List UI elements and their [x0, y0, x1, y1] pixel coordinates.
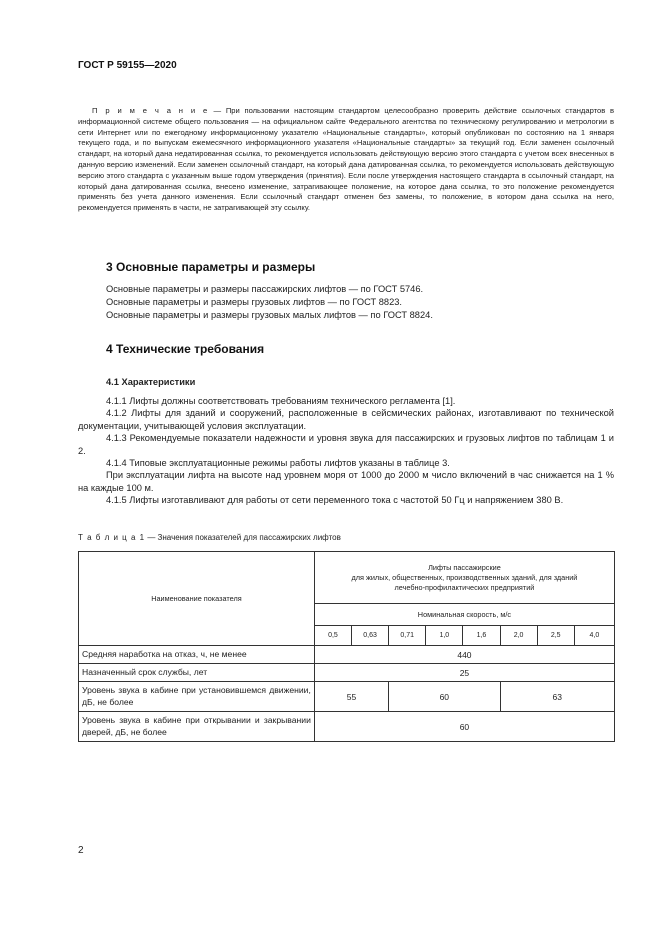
speed-cell: 1,0 [426, 626, 463, 646]
table-caption [78, 533, 341, 542]
group-header-line: лечебно-профилактических предприятий [394, 582, 535, 592]
paragraph: 4.1.5 Лифты изготавливают для работы от сети переменного тока с частотой 50 Гц и напряжением 380 В. [106, 495, 564, 506]
row-value: 60 [314, 712, 614, 742]
speed-cell: 0,63 [352, 626, 389, 646]
reference-note [78, 106, 614, 214]
page-number: 2 [78, 845, 84, 856]
section-4-title: 4 Технические требования [106, 342, 265, 356]
speed-cell: 1,6 [463, 626, 500, 646]
speed-header: Номинальная скорость, м/с [314, 604, 614, 626]
table-1 [78, 551, 615, 742]
row-value: 55 [314, 682, 388, 712]
paragraph: 4.1.1 Лифты должны соответствовать требованиям технического регламента [1]. [106, 396, 456, 406]
row-value: 25 [314, 664, 614, 682]
note-text: — При пользовании настоящим стандартом целесообразно проверить действие ссылочных стандартов в информационной системе общего пользования — на официальном сайте Федерального агентства по техническому регулированию и метрологии в сети Интернет или по ежегодному информационному указателю «Национальные стандарты», который опубликован по состоянию на 1 января текущего года, и по выпускам ежемесячного информационного указателя «Национальные стандарты» за текущий год. Если заменен ссылочный стандарт, на который дана недатированная ссылка, то рекомендуется использовать действующую версию этого стандарта с учетом всех внесенных в данную версию изменений. Если заменен ссылочный стандарт, на который дана датированная ссылка, то рекомендуется использовать действующую версию этого стандарта с указанным выше годом утверждения (принятия). Если после утверждения настоящего стандарта в ссылочный стандарт, на который дана датированная ссылка, внесено изменение, затрагивающее положение, на которое дана ссылка, то это положение рекомендуется применять без учета данного изменения. Если ссылочный стандарт отменен без замены, то положение, в котором дана ссылка на него, рекомендуется применять в части, не затрагивающей эту ссылку. [78, 106, 614, 213]
group-header-line: для жилых, общественных, производственных зданий, для зданий [351, 572, 578, 582]
section-3-line: Основные параметры и размеры грузовых малых лифтов — по ГОСТ 8824. [106, 310, 433, 321]
paragraph: 4.1.4 Типовые эксплуатационные режимы работы лифтов указаны в таблице 3. [106, 458, 450, 469]
row-value: 440 [314, 646, 614, 664]
row-label: Уровень звука в кабине при установившемся движении, дБ, не более [79, 682, 315, 712]
table-header-name: Наименование показателя [79, 552, 315, 646]
speed-cell: 2,0 [500, 626, 537, 646]
row-label: Назначенный срок службы, лет [79, 664, 315, 682]
section-3-body [106, 283, 616, 323]
table-caption-text: — Значения показателей для пассажирских лифтов [145, 533, 341, 542]
group-header-line: Лифты пассажирские [428, 562, 501, 572]
section-3-title: 3 Основные параметры и размеры [106, 260, 316, 274]
speed-cell: 0,5 [314, 626, 351, 646]
paragraph: 4.1.3 Рекомендуемые показатели надежности и уровня звука для пассажирских и грузовых лифтов по таблицам 1 и 2. [78, 433, 614, 456]
table-caption-label: Т а б л и ц а 1 [78, 533, 146, 542]
row-label: Средняя наработка на отказ, ч, не менее [79, 646, 315, 664]
note-label: П р и м е ч а н и е [92, 106, 209, 115]
row-label: Уровень звука в кабине при открывании и закрывании дверей, дБ, не более [79, 712, 315, 742]
document-header: ГОСТ Р 59155—2020 [78, 60, 177, 71]
speed-cell: 0,71 [389, 626, 426, 646]
table-group-header [314, 552, 614, 604]
table-row [79, 712, 615, 742]
paragraph: 4.1.2 Лифты для зданий и сооружений, расположенные в сейсмических районах, изготавливают по технической документации, учитывающей условия эксплуатации. [78, 408, 614, 431]
table-row [79, 682, 615, 712]
speed-cell: 4,0 [574, 626, 614, 646]
section-3-line: Основные параметры и размеры грузовых лифтов — по ГОСТ 8823. [106, 297, 402, 308]
speed-cell: 2,5 [537, 626, 574, 646]
table-row [79, 646, 615, 664]
row-value: 60 [389, 682, 500, 712]
subsection-4-1-title: 4.1 Характеристики [106, 377, 196, 387]
paragraph: При эксплуатации лифта на высоте над уровнем моря от 1000 до 2000 м число включений в час снижается на 1 % на каждые 100 м. [78, 470, 614, 493]
table-row [79, 664, 615, 682]
section-3-line: Основные параметры и размеры пассажирских лифтов — по ГОСТ 5746. [106, 284, 424, 294]
row-value: 63 [500, 682, 615, 712]
subsection-4-1-body [78, 395, 614, 507]
